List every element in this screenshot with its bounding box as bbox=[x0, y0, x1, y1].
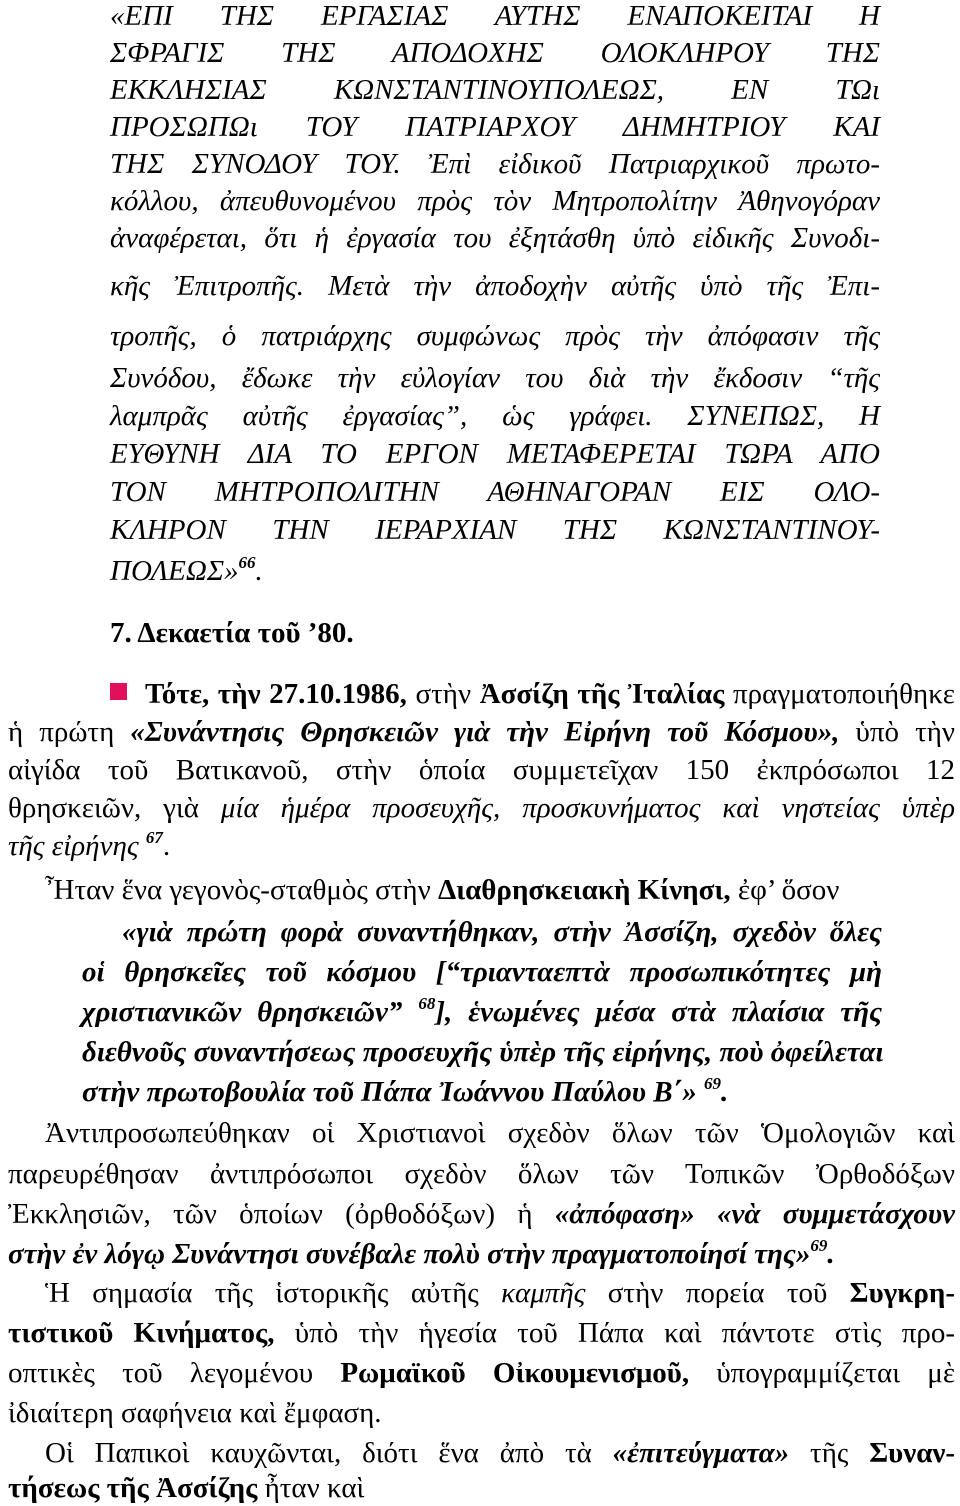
punctuation: . bbox=[162, 830, 171, 862]
text-span: στὴν ἐν λόγῳ Συνάντησι συνέβαλε πολὺ στὴν πραγματοποίησί της» bbox=[8, 1238, 811, 1270]
paragraph-line bbox=[45, 1275, 955, 1311]
quote-line: οἱ θρησκεῖες τοῦ κόσμου [“τριανταεπτὰ προσωπικότητες μὴ bbox=[82, 956, 882, 988]
paragraph-line bbox=[8, 1470, 364, 1506]
place-text: Ἀσσίζη τῆς Ἰταλίας bbox=[479, 678, 725, 710]
text-span: Ἡ σημασία τῆς ἱστορικῆς αὐτῆς bbox=[45, 1277, 502, 1309]
quote-line: τροπῆς, ὁ πατριάρχης συμφώνως πρὸς τὴν ἀπόφασιν τῆς bbox=[110, 320, 880, 352]
text-span: στὴν πορεία τοῦ bbox=[585, 1277, 850, 1309]
text-span: ἐφ’ ὅσον bbox=[730, 874, 840, 906]
bold-italic-text: «ἐπιτεύγματα» bbox=[612, 1437, 790, 1469]
bullet-square-icon bbox=[110, 683, 127, 700]
paragraph-line: ἰδιαίτερη σαφήνεια καὶ ἔμφαση. bbox=[8, 1397, 382, 1429]
quote-line: ΠΡΟΣΩΠΩι ΤΟΥ ΠΑΤΡΙΑΡΧΟΥ ΔΗΜΗΤΡΙΟΥ ΚΑΙ bbox=[110, 111, 880, 143]
footnote-ref: 68 bbox=[418, 994, 436, 1013]
text-span: Ἦταν ἕνα γεγονὸς-σταθμὸς στὴν bbox=[45, 874, 438, 906]
punctuation: . bbox=[255, 555, 263, 587]
italic-text: καμπῆς bbox=[501, 1277, 586, 1309]
bold-text: Συγκρη- bbox=[849, 1277, 955, 1309]
italic-text: τῆς εἰρήνης bbox=[8, 830, 139, 862]
quote-line: διεθνοῦς συναντήσεως προσευχῆς ὑπὲρ τῆς εἰρήνης, ποὺ ὀφείλεται bbox=[82, 1036, 884, 1068]
text-span: χριστιανικῶν θρησκειῶν” bbox=[82, 996, 403, 1028]
text-span: οπτικὲς τοῦ λεγομένου bbox=[8, 1357, 341, 1389]
quote-line: ΕΚΚΛΗΣΙΑΣ ΚΩΝΣΤΑΝΤΙΝΟΥΠΟΛΕΩΣ, ΕΝ ΤΩι bbox=[110, 74, 880, 106]
paragraph-line: αἰγίδα τοῦ Βατικανοῦ, στὴν ὁποία συμμετεῖχαν 150 ἐκπρόσωποι 12 bbox=[8, 754, 955, 786]
footnote-ref: 69 bbox=[703, 1074, 721, 1093]
text-span: ὑπογραμμίζεται μὲ bbox=[689, 1357, 955, 1389]
footnote-ref: 66 bbox=[238, 553, 256, 572]
quote-line: λαμπρᾶς αὐτῆς ἐργασίας”, ὡς γράφει. ΣΥΝΕΠΩΣ, Η bbox=[110, 400, 880, 432]
quote-line: ΤΟΝ ΜΗΤΡΟΠΟΛΙΤΗΝ ΑΘΗΝΑΓΟΡΑΝ ΕΙΣ ΟΛΟ- bbox=[110, 476, 880, 508]
quote-line: ΚΛΗΡΟΝ ΤΗΝ ΙΕΡΑΡΧΙΑΝ ΤΗΣ ΚΩΝΣΤΑΝΤΙΝΟΥ- bbox=[110, 514, 880, 546]
bold-text: Ρωμαϊκοῦ Οἰκουμενισμοῦ, bbox=[340, 1357, 690, 1389]
text-span: θρησκειῶν, γιὰ bbox=[8, 792, 221, 824]
text-span: πραγματοποιήθηκε bbox=[724, 678, 955, 710]
text-span: Ἐκκλησιῶν, τῶν ὁποίων (ὀρθοδόξων) ἡ bbox=[8, 1198, 555, 1230]
paragraph-line bbox=[8, 1196, 955, 1232]
footnote-ref: 69 bbox=[810, 1236, 828, 1255]
paragraph-line: παρευρέθησαν ἀντιπρόσωποι σχεδὸν ὅλων τῶν Τοπικῶν Ὀρθοδόξων bbox=[8, 1158, 955, 1190]
italic-text: μία ἡμέρα προσευχῆς, προσκυνήματος καὶ νηστείας ὑπὲρ bbox=[220, 792, 956, 824]
text-span: στὴν bbox=[406, 678, 480, 710]
paragraph-interfaith bbox=[45, 872, 839, 908]
paragraph-line bbox=[8, 1315, 955, 1351]
quote-closing-text: ΠΟΛΕΩΣ» bbox=[110, 555, 239, 587]
quote-line: ἀναφέρεται, ὅτι ἡ ἐργασία του ἐξητάσθη ὑπὸ εἰδικῆς Συνοδι- bbox=[110, 222, 880, 254]
quote-line bbox=[82, 994, 882, 1030]
quote-line: ΣΦΡΑΓΙΣ ΤΗΣ ΑΠΟΔΟΧΗΣ ΟΛΟΚΛΗΡΟΥ ΤΗΣ bbox=[110, 37, 880, 69]
section-heading: 7. Δεκαετία τοῦ ’80. bbox=[110, 617, 354, 649]
text-span: ἡ πρώτη bbox=[8, 716, 131, 748]
date-text: Τότε, τὴν 27.10.1986, bbox=[145, 678, 407, 710]
bold-italic-text: «ἀπόφαση» «νὰ συμμετάσχουν bbox=[554, 1198, 955, 1230]
bold-text: τήσεως τῆς Ἀσσίζης bbox=[8, 1472, 258, 1504]
quote-line: ΕΥΘΥΝΗ ΔΙΑ ΤΟ ΕΡΓΟΝ ΜΕΤΑΦΕΡΕΤΑΙ ΤΩΡΑ ΑΠΟ bbox=[110, 438, 880, 470]
text-span: ὑπὸ τὴν ἡγεσία τοῦ Πάπα καὶ πάντοτε στὶς προ- bbox=[274, 1317, 955, 1349]
paragraph-line bbox=[8, 790, 955, 826]
quote-line: «γιὰ πρώτη φορὰ συναντήθηκαν, στὴν Ἀσσίζη, σχεδὸν ὅλες bbox=[122, 916, 882, 948]
quote-line: Συνόδου, ἔδωκε τὴν εὐλογίαν του διὰ τὴν ἔκδοσιν “τῆς bbox=[110, 362, 880, 394]
quote-line bbox=[82, 1074, 728, 1110]
quote-line: κῆς Ἐπιτροπῆς. Μετὰ τὴν ἀποδοχὴν αὐτῆς ὑπὸ τῆς Ἐπι- bbox=[110, 270, 880, 302]
text-span: τῆς bbox=[789, 1437, 870, 1469]
text-span: ὑπὸ τὴν bbox=[839, 716, 955, 748]
paragraph-line bbox=[45, 1435, 955, 1471]
paragraph-line bbox=[8, 1236, 835, 1272]
footnote-ref: 67 bbox=[145, 828, 163, 847]
punctuation: . bbox=[720, 1076, 729, 1108]
quote-line: ΤΗΣ ΣΥΝΟΔΟΥ ΤΟΥ. Ἐπὶ εἰδικοῦ Πατριαρχικοῦ πρωτο- bbox=[110, 148, 880, 180]
text-span: στὴν πρωτοβουλία τοῦ Πάπα Ἰωάννου Παύλου Β΄» bbox=[82, 1076, 697, 1108]
quote-line: κόλλου, ἀπευθυνομένου πρὸς τὸν Μητροπολίτην Ἀθηνογόραν bbox=[110, 185, 880, 217]
paragraph-line bbox=[110, 676, 955, 712]
text-span: Οἱ Παπικοὶ καυχῶνται, διότι ἕνα ἀπὸ τὰ bbox=[45, 1437, 613, 1469]
bold-text: Διαθρησκειακὴ Κίνησι, bbox=[437, 874, 731, 906]
event-title: «Συνάντησις Θρησκειῶν γιὰ τὴν Εἰρήνη τοῦ Κόσμου», bbox=[130, 716, 840, 748]
paragraph-line bbox=[8, 714, 955, 750]
bold-text: Συναν- bbox=[869, 1437, 955, 1469]
bold-text: τιστικοῦ Κινήματος, bbox=[8, 1317, 275, 1349]
quote-line: «ΕΠΙ ΤΗΣ ΕΡΓΑΣΙΑΣ ΑΥΤΗΣ ΕΝΑΠΟΚΕΙΤΑΙ Η bbox=[110, 0, 880, 32]
quote-line bbox=[110, 553, 263, 589]
text-span: ἦταν καὶ bbox=[257, 1472, 365, 1504]
punctuation: . bbox=[827, 1238, 835, 1270]
text-span: ], ἑνωμένες μέσα στὰ πλαίσια τῆς bbox=[435, 996, 882, 1028]
paragraph-line bbox=[8, 1355, 955, 1391]
paragraph-line: Ἀντιπροσωπεύθηκαν οἱ Χριστιανοὶ σχεδὸν ὅλων τῶν Ὁμολογιῶν καὶ bbox=[45, 1117, 955, 1149]
paragraph-line bbox=[8, 828, 170, 864]
